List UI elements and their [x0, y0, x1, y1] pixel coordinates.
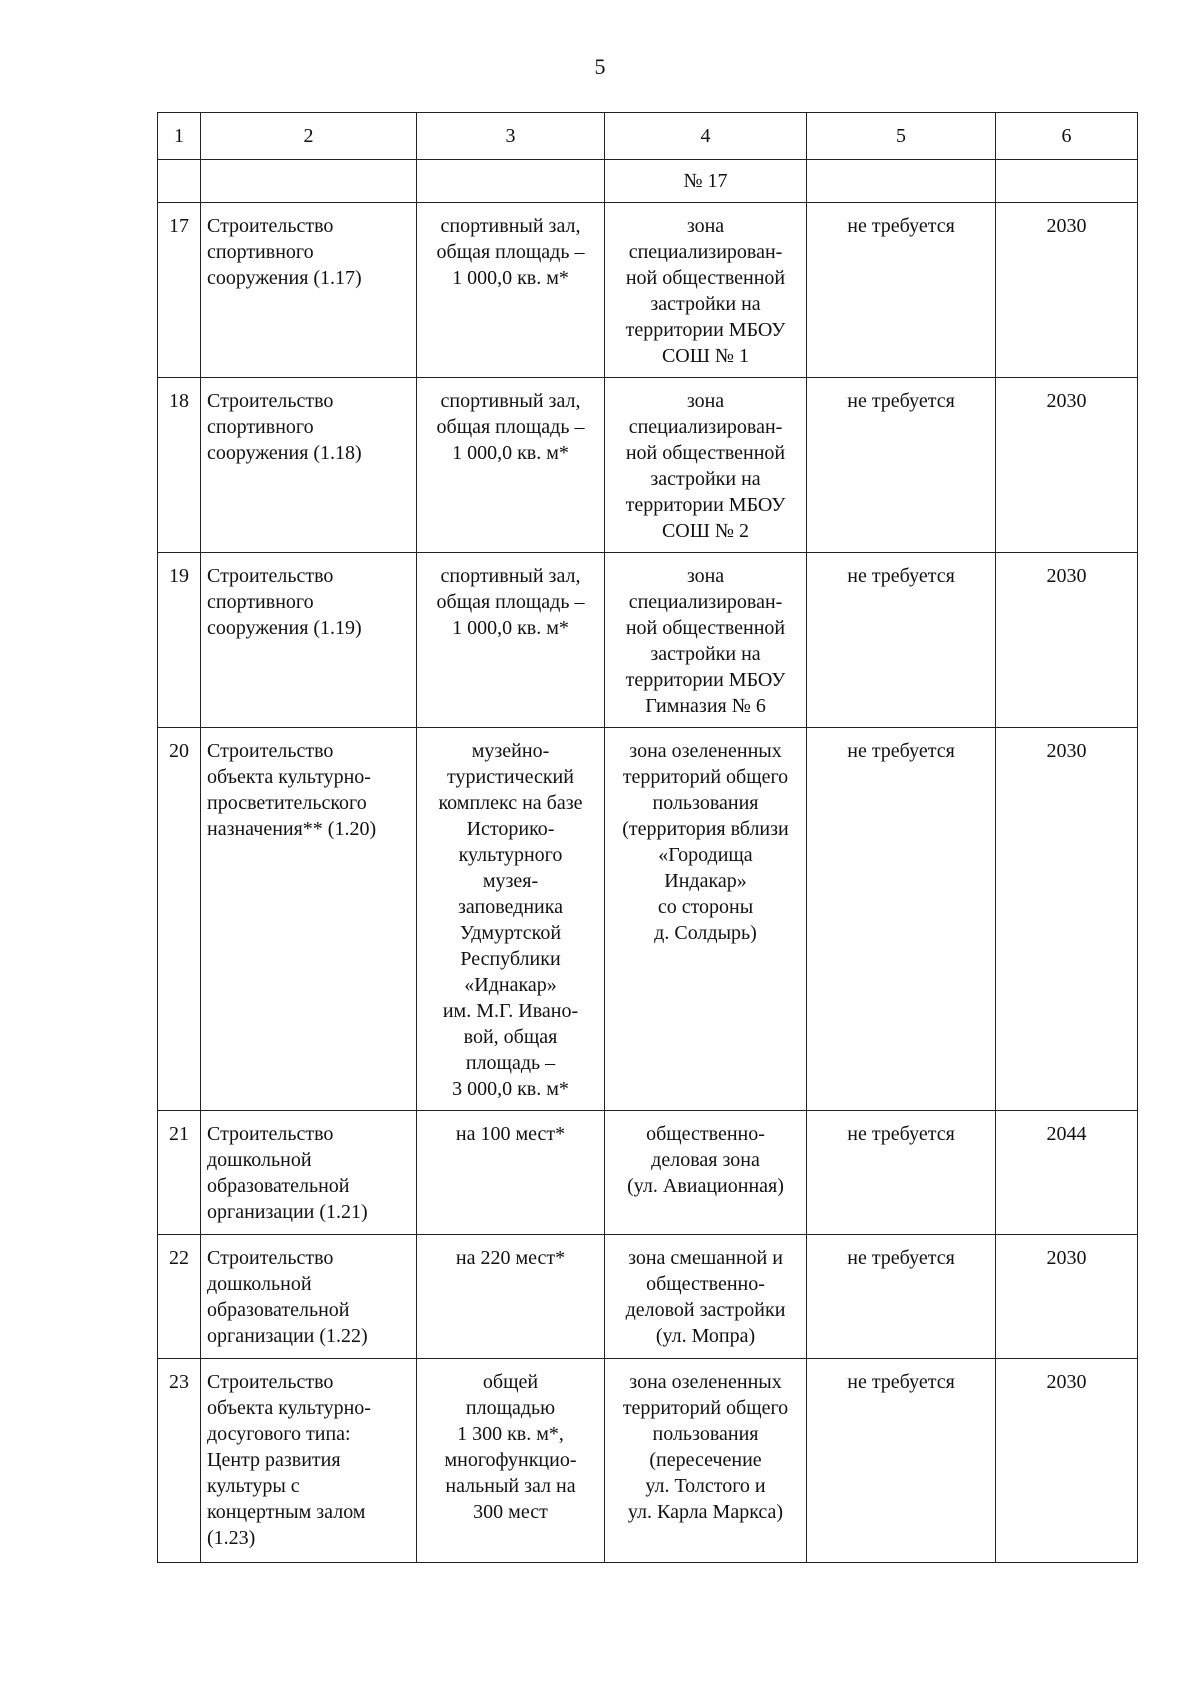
header-cell-5: 5 — [807, 113, 996, 160]
object-characteristics: спортивный зал, общая площадь – 1 000,0 кв. м* — [417, 203, 605, 378]
header-cell-3: 3 — [417, 113, 605, 160]
object-name: Строительство объекта культурно- досугового типа: Центр развития культуры с концертным залом (1.23) — [201, 1359, 417, 1563]
completion-year: 2044 — [996, 1111, 1138, 1235]
table-row — [158, 378, 1138, 553]
header-cell-4: 4 — [605, 113, 807, 160]
object-name: Строительство дошкольной образовательной организации (1.22) — [201, 1235, 417, 1359]
object-location: зона специализирован- ной общественной застройки на территории МБОУ СОШ № 1 — [605, 203, 807, 378]
row-number: 19 — [158, 553, 201, 728]
continuation-cell-6 — [996, 160, 1138, 203]
object-name: Строительство спортивного сооружения (1.19) — [201, 553, 417, 728]
table-row — [158, 1359, 1138, 1563]
continuation-cell-2 — [201, 160, 417, 203]
object-name: Строительство дошкольной образовательной организации (1.21) — [201, 1111, 417, 1235]
continuation-cell-1 — [158, 160, 201, 203]
object-characteristics: спортивный зал, общая площадь – 1 000,0 кв. м* — [417, 553, 605, 728]
object-name: Строительство спортивного сооружения (1.18) — [201, 378, 417, 553]
object-name: Строительство объекта культурно- просветительского назначения** (1.20) — [201, 728, 417, 1111]
completion-year: 2030 — [996, 1359, 1138, 1563]
zone-requirement: не требуется — [807, 203, 996, 378]
object-location: общественно- деловая зона (ул. Авиационная) — [605, 1111, 807, 1235]
object-location: зона специализирован- ной общественной застройки на территории МБОУ СОШ № 2 — [605, 378, 807, 553]
object-characteristics: на 220 мест* — [417, 1235, 605, 1359]
zone-requirement: не требуется — [807, 1111, 996, 1235]
header-cell-1: 1 — [158, 113, 201, 160]
continuation-row — [158, 160, 1138, 203]
table-row — [158, 203, 1138, 378]
row-number: 23 — [158, 1359, 201, 1563]
object-location: зона озелененных территорий общего пользования (пересечение ул. Толстого и ул. Карла Маркса) — [605, 1359, 807, 1563]
row-number: 20 — [158, 728, 201, 1111]
zone-requirement: не требуется — [807, 728, 996, 1111]
page-number: 5 — [594, 54, 606, 79]
table-row — [158, 1235, 1138, 1359]
object-name: Строительство спортивного сооружения (1.17) — [201, 203, 417, 378]
completion-year: 2030 — [996, 1235, 1138, 1359]
completion-year: 2030 — [996, 378, 1138, 553]
completion-year: 2030 — [996, 203, 1138, 378]
completion-year: 2030 — [996, 728, 1138, 1111]
row-number: 21 — [158, 1111, 201, 1235]
completion-year: 2030 — [996, 553, 1138, 728]
continuation-cell-3 — [417, 160, 605, 203]
table-header-row — [158, 113, 1138, 160]
row-number: 22 — [158, 1235, 201, 1359]
table-row — [158, 1111, 1138, 1235]
zone-requirement: не требуется — [807, 1235, 996, 1359]
table-row — [158, 728, 1138, 1111]
object-characteristics: общей площадью 1 300 кв. м*, многофункцио- нальный зал на 300 мест — [417, 1359, 605, 1563]
zone-requirement: не требуется — [807, 1359, 996, 1563]
header-cell-2: 2 — [201, 113, 417, 160]
header-cell-6: 6 — [996, 113, 1138, 160]
zone-requirement: не требуется — [807, 553, 996, 728]
object-characteristics: спортивный зал, общая площадь – 1 000,0 кв. м* — [417, 378, 605, 553]
continuation-school-number: № 17 — [605, 160, 807, 203]
table-row — [158, 553, 1138, 728]
continuation-cell-5 — [807, 160, 996, 203]
row-number: 17 — [158, 203, 201, 378]
object-characteristics: музейно- туристический комплекс на базе Историко- культурного музея- заповедника Удмуртской Республики «Иднакар» им. М.Г. Ивано- вой, общая площадь – 3 000,0 кв. м* — [417, 728, 605, 1111]
object-characteristics: на 100 мест* — [417, 1111, 605, 1235]
object-location: зона специализирован- ной общественной застройки на территории МБОУ Гимназия № 6 — [605, 553, 807, 728]
zone-requirement: не требуется — [807, 378, 996, 553]
object-location: зона озелененных территорий общего пользования (территория вблизи «Городища Индакар» со стороны д. Солдырь) — [605, 728, 807, 1111]
row-number: 18 — [158, 378, 201, 553]
planning-table — [157, 112, 1138, 1563]
object-location: зона смешанной и общественно- деловой застройки (ул. Мопра) — [605, 1235, 807, 1359]
